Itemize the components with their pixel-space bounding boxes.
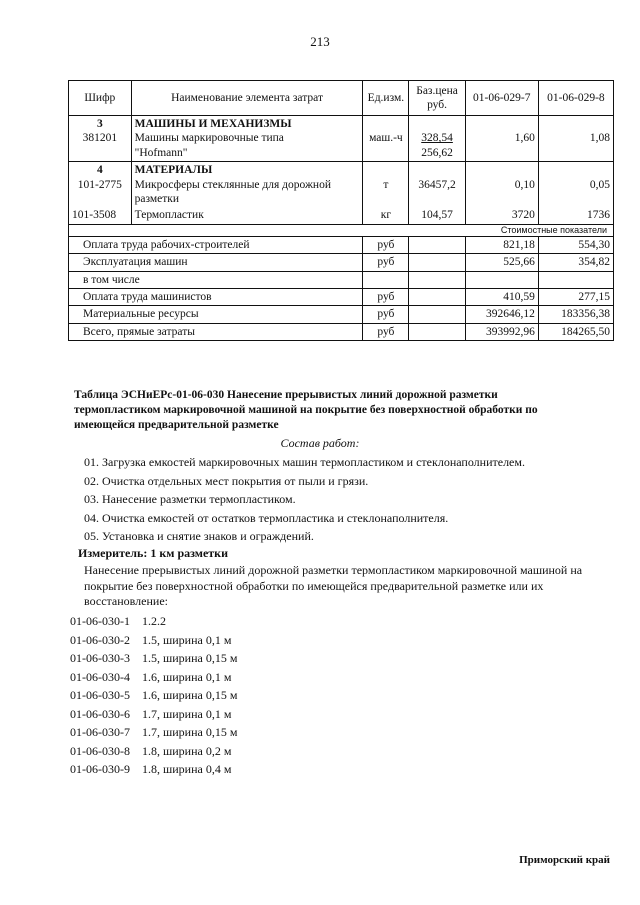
header-col2: 01-06-029-8 — [538, 81, 613, 116]
row-name — [131, 162, 363, 208]
page-number: 213 — [310, 34, 330, 49]
variant-code: 01-06-030-6 — [70, 706, 130, 721]
summary-row — [69, 306, 614, 323]
measure-description: Нанесение прерывистых линий дорожной разметки термопластиком маркировочной машиной на покрытие без поверхностной обработки по имеющейся предварительной разметке или их восстановление: — [84, 563, 583, 609]
row-price-value: 36457,2 — [418, 178, 456, 191]
summary-unit: руб — [363, 236, 409, 253]
summary-unit: руб — [363, 289, 409, 306]
row-name: Термопластик — [131, 207, 363, 224]
section-title-line1: Таблица ЭСНиЕРс-01-06-030 Нанесение прерывистых линий дорожной разметки — [74, 389, 498, 401]
summary-v1: 392646,12 — [465, 306, 538, 323]
summary-unit: руб — [363, 306, 409, 323]
summary-v2: 277,15 — [538, 289, 613, 306]
works-list — [84, 455, 604, 548]
table-row — [69, 162, 614, 208]
list-item — [70, 688, 237, 707]
summary-row — [69, 271, 614, 288]
section-number — [69, 116, 132, 162]
row-v2-value: 0,05 — [589, 178, 610, 191]
summary-empty — [409, 323, 465, 340]
table-row — [69, 116, 614, 162]
list-item — [70, 744, 237, 763]
list-item — [70, 614, 237, 633]
row-price-line2: 256,62 — [421, 146, 453, 159]
summary-name: Материальные ресурсы — [69, 306, 363, 323]
summary-v2: 184265,50 — [538, 323, 613, 340]
row-v1-value: 1,60 — [514, 132, 535, 145]
list-item: 05. Установка и снятие знаков и ограждений. — [84, 529, 314, 543]
list-item: 03. Нанесение разметки термопластиком. — [84, 492, 296, 506]
list-item: 02. Очистка отдельных мест покрытия от пыли и грязи. — [84, 473, 369, 488]
row-v1 — [465, 162, 538, 208]
summary-row — [69, 323, 614, 340]
row-price-line1: 328,54 — [421, 132, 453, 145]
row-code: 101-3508 — [69, 207, 132, 224]
row-name-line1: Микросферы стеклянные для дорожной — [134, 178, 331, 191]
summary-row — [69, 254, 614, 271]
row-v1-value: 0,10 — [514, 178, 535, 191]
summary-row — [69, 236, 614, 253]
list-item — [70, 651, 237, 670]
row-name-line2: разметки — [134, 192, 180, 205]
summary-unit — [363, 271, 409, 288]
row-v1 — [465, 116, 538, 162]
list-item — [70, 762, 237, 781]
section-title-line2: термопластиком маркировочной машиной на покрытие без поверхностной обработки по — [74, 403, 538, 416]
header-price-line1: Баз.цена — [416, 84, 458, 97]
variant-desc: 1.2.2 — [142, 614, 166, 628]
variant-code: 01-06-030-7 — [70, 725, 130, 739]
summary-v2: 354,82 — [538, 254, 613, 271]
row-price: 104,57 — [409, 207, 465, 224]
header-name: Наименование элемента затрат — [131, 81, 363, 116]
variant-code: 01-06-030-3 — [70, 651, 130, 665]
row-v2 — [538, 116, 613, 162]
variant-desc: 1.6, ширина 0,1 м — [142, 669, 232, 684]
variant-desc: 1.5, ширина 0,1 м — [142, 632, 232, 647]
row-unit-value: маш.-ч — [369, 132, 403, 145]
list-item — [70, 633, 237, 652]
row-name — [131, 116, 363, 162]
section-number — [69, 162, 132, 208]
summary-name: в том числе — [69, 271, 363, 288]
summary-v1: 821,18 — [465, 236, 538, 253]
summary-empty — [409, 254, 465, 271]
variant-desc: 1.7, ширина 0,1 м — [142, 706, 232, 721]
summary-empty — [409, 306, 465, 323]
summary-v1 — [465, 271, 538, 288]
section-4-title: МАТЕРИАЛЫ — [134, 164, 213, 177]
list-item — [70, 707, 237, 726]
header-unit: Ед.изм. — [363, 81, 409, 116]
section-3-number: 3 — [96, 118, 103, 130]
variant-desc: 1.7, ширина 0,15 м — [142, 725, 238, 739]
summary-v2 — [538, 271, 613, 288]
header-col1: 01-06-029-7 — [465, 81, 538, 116]
summary-v2: 554,30 — [538, 236, 613, 253]
row-name-line1: Машины маркировочные типа — [134, 132, 284, 145]
row-name-line2: "Hofmann" — [134, 146, 188, 159]
row-v2 — [538, 162, 613, 208]
variants-list — [70, 614, 237, 781]
table-row — [69, 207, 614, 224]
row-v2-value: 1,08 — [589, 132, 610, 145]
section-3-title: МАШИНЫ И МЕХАНИЗМЫ — [134, 118, 292, 130]
row-code: 381201 — [82, 132, 118, 145]
summary-v1: 393992,96 — [465, 323, 538, 340]
summary-empty — [409, 289, 465, 306]
summary-row — [69, 289, 614, 306]
summary-empty — [409, 271, 465, 288]
indicators-label-row — [69, 224, 614, 236]
variant-code: 01-06-030-4 — [70, 669, 130, 684]
variant-code: 01-06-030-1 — [70, 614, 130, 628]
row-unit: кг — [363, 207, 409, 224]
variant-desc: 1.8, ширина 0,2 м — [142, 743, 232, 758]
summary-name: Оплата труда машинистов — [69, 289, 363, 306]
list-item: 04. Очистка емкостей от остатков термопластика и стеклонаполнителя. — [84, 510, 449, 525]
variant-desc: 1.6, ширина 0,15 м — [142, 688, 238, 702]
row-price — [409, 116, 465, 162]
section-title — [74, 388, 594, 433]
summary-unit: руб — [363, 254, 409, 271]
table-header-row — [69, 81, 614, 116]
section-4-number: 4 — [96, 164, 103, 177]
summary-v1: 410,59 — [465, 289, 538, 306]
row-code: 101-2775 — [77, 178, 122, 191]
summary-v2: 183356,38 — [538, 306, 613, 323]
row-unit-value: т — [383, 178, 389, 191]
summary-name: Всего, прямые затраты — [69, 323, 363, 340]
measure-unit: Измеритель: 1 км разметки — [78, 546, 229, 560]
variant-desc: 1.5, ширина 0,15 м — [142, 651, 238, 665]
variant-desc: 1.8, ширина 0,4 м — [142, 762, 232, 776]
summary-v1: 525,66 — [465, 254, 538, 271]
list-item — [70, 725, 237, 744]
variant-code: 01-06-030-9 — [70, 762, 130, 776]
row-price — [409, 162, 465, 208]
section-title-line3: имеющейся предварительной разметке — [74, 418, 279, 431]
row-v1: 3720 — [465, 207, 538, 224]
summary-name: Эксплуатация машин — [69, 254, 363, 271]
row-unit — [363, 162, 409, 208]
header-code: Шифр — [69, 81, 132, 116]
summary-unit: руб — [363, 323, 409, 340]
row-v2: 1736 — [538, 207, 613, 224]
list-item: 01. Загрузка емкостей маркировочных машин термопластиком и стеклонаполнителем. — [84, 455, 525, 469]
variant-code: 01-06-030-2 — [70, 632, 130, 647]
row-unit — [363, 116, 409, 162]
summary-name: Оплата труда рабочих-строителей — [69, 236, 363, 253]
variant-code: 01-06-030-8 — [70, 743, 130, 758]
resource-cost-table — [68, 80, 614, 341]
variant-code: 01-06-030-5 — [70, 688, 130, 702]
footer-region: Приморский край — [519, 854, 610, 866]
indicators-label: Стоимостные показатели — [69, 224, 614, 236]
list-item — [70, 670, 237, 689]
works-heading: Состав работ: — [280, 436, 360, 450]
header-price — [409, 81, 465, 116]
summary-empty — [409, 236, 465, 253]
header-price-line2: руб. — [427, 99, 448, 111]
